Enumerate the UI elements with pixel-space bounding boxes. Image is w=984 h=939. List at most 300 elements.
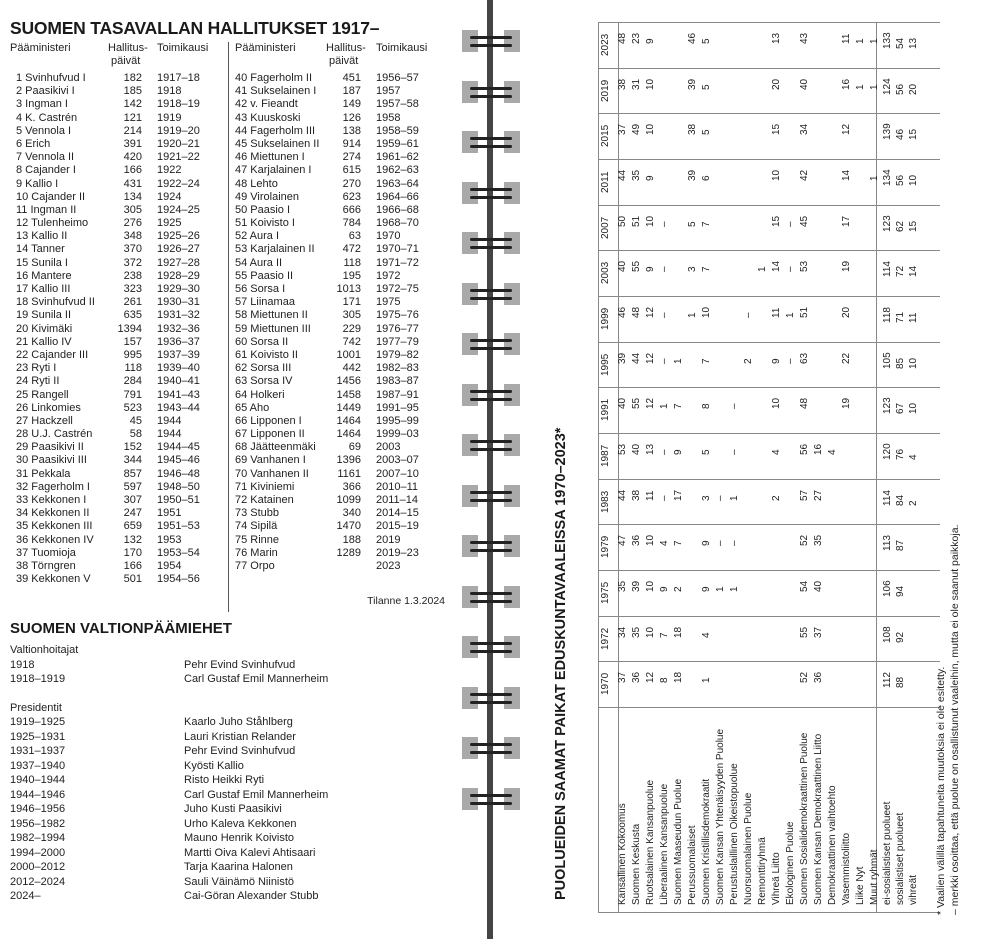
summary-value: 71 [895, 311, 906, 323]
summary-value: 2 [908, 500, 919, 506]
government-name: 43 Kuuskoski [235, 111, 301, 124]
government-term: 1940–41 [157, 375, 200, 388]
seat-value: 47 [617, 535, 628, 547]
government-name: 55 Paasio II [235, 269, 294, 282]
government-name: 6 Erich [16, 137, 51, 150]
government-term: 1971–72 [376, 256, 419, 269]
government-name: 30 Paasikivi III [16, 454, 87, 467]
seat-value: 14 [771, 261, 782, 273]
year-band-line [598, 707, 940, 708]
seat-value: – [659, 312, 670, 318]
party-label: Nuorsuomalainen Puolue [743, 792, 754, 905]
government-name: 64 Holkeri [235, 388, 285, 401]
government-days: 58 [129, 428, 142, 441]
seat-value: 27 [813, 489, 824, 501]
government-days: 118 [124, 362, 142, 375]
header-pm: Pääministeri [235, 42, 296, 54]
government-days: 340 [342, 507, 361, 520]
government-days: 1099 [336, 494, 361, 506]
government-name: 25 Rangell [16, 388, 69, 401]
government-term: 2015–19 [376, 520, 419, 533]
seat-value: 7 [701, 221, 712, 227]
heads-name: Pehr Evind Svinhufvud [184, 745, 296, 757]
year-band-line [598, 250, 940, 251]
year-band-line [598, 570, 940, 571]
government-days: 784 [342, 217, 361, 230]
government-days: 742 [342, 335, 361, 348]
government-days: 229 [342, 322, 361, 335]
seat-value: 17 [673, 489, 684, 501]
seat-value: 2 [673, 586, 684, 592]
heads-name: Mauno Henrik Koivisto [184, 832, 295, 844]
government-term: 1954 [157, 559, 182, 572]
government-name: 48 Lehto [235, 177, 278, 190]
government-term: 1918 [157, 85, 182, 98]
seat-value: 37 [617, 124, 628, 136]
government-days: 118 [343, 256, 361, 269]
seat-value: 63 [799, 352, 810, 364]
footnote: – merkki osoittaa, että puolue on osallistunut vaaleihin, mutta ei ole saanut paikkoja. [949, 524, 961, 915]
summary-value: 4 [908, 454, 919, 460]
seat-value: 46 [617, 306, 628, 318]
seat-value: 1 [729, 586, 740, 592]
seat-value: 11 [645, 490, 656, 501]
government-name: 27 Hackzell [16, 414, 73, 427]
seat-value: 9 [701, 540, 712, 547]
summary-value: 84 [895, 494, 906, 506]
government-days: 666 [342, 203, 361, 216]
government-term: 1919–20 [157, 124, 200, 137]
government-name: 41 Sukselainen I [235, 85, 317, 98]
seat-value: 19 [841, 398, 852, 410]
government-term: 1922–24 [157, 177, 200, 190]
seat-value: 10 [771, 398, 782, 410]
government-term: 1995–99 [376, 414, 419, 427]
government-name: 77 Orpo [235, 559, 275, 572]
seat-value: 9 [659, 586, 670, 592]
government-name: 19 Sunila II [16, 309, 72, 322]
government-name: 24 Ryti II [16, 375, 60, 388]
heads-name: Kaarlo Juho Ståhlberg [184, 716, 293, 728]
government-name: 12 Tulenheimo [16, 217, 89, 230]
heads-years: 1918 [10, 658, 35, 671]
government-name: 70 Vanhanen II [235, 467, 309, 480]
party-label: Ruotsalainen Kansanpuolue [645, 779, 656, 905]
year-label: 1987 [600, 444, 611, 467]
government-term: 1920–21 [157, 137, 200, 150]
government-days: 366 [342, 480, 361, 493]
government-days: 1394 [117, 322, 142, 335]
heads-name: Carl Gustaf Emil Mannerheim [184, 673, 329, 685]
government-days: 195 [342, 269, 361, 282]
government-name: 62 Sorsa III [235, 362, 292, 375]
government-days: 1289 [336, 546, 361, 559]
seat-value: 4 [659, 540, 670, 547]
seat-value: 1 [757, 266, 768, 273]
government-name: 23 Ryti I [16, 362, 57, 375]
seat-value: – [715, 495, 726, 501]
seat-value: 4 [701, 632, 712, 638]
government-name: 34 Kekkonen II [16, 507, 90, 520]
year-label: 1975 [600, 581, 611, 604]
summary-value: 87 [895, 540, 906, 552]
seat-value: 40 [799, 78, 810, 90]
government-days: 138 [342, 124, 361, 137]
government-name: 67 Lipponen II [235, 428, 305, 441]
government-days: 635 [123, 309, 142, 322]
government-term: 1948–50 [157, 480, 200, 493]
year-label: 1983 [600, 490, 611, 513]
government-term: 1956–57 [376, 72, 419, 84]
government-days: 152 [123, 441, 142, 454]
heads-group-label: Presidentit [10, 701, 62, 714]
government-term: 1944 [157, 414, 182, 427]
seat-value: 34 [617, 626, 628, 638]
government-term: 1975 [376, 296, 401, 309]
seat-value: 38 [617, 78, 628, 90]
seat-value: – [659, 495, 670, 501]
government-days: 63 [348, 230, 361, 243]
heads-years: 2000–2012 [10, 861, 66, 873]
party-label: Suomen Maaseudun Puolue [673, 778, 684, 905]
seat-value: 2 [771, 495, 782, 501]
government-term: 1944 [157, 428, 182, 441]
seat-value: 16 [813, 443, 824, 455]
seat-value: 7 [673, 540, 684, 547]
government-days: 305 [123, 203, 142, 216]
summary-value: 10 [908, 357, 919, 369]
government-days: 348 [123, 230, 142, 243]
seat-value: 31 [631, 78, 642, 90]
summary-value: 112 [882, 672, 893, 689]
year-band-line [598, 479, 940, 480]
government-term: 1951 [157, 507, 182, 520]
government-days: 1458 [336, 388, 361, 401]
seat-value: 1 [701, 677, 712, 684]
seat-value: – [729, 449, 740, 455]
government-term: 1953 [157, 533, 182, 546]
seat-value: 39 [687, 169, 698, 181]
seat-value: 10 [645, 626, 656, 638]
seat-value: 10 [645, 124, 656, 136]
seat-value: 52 [799, 535, 810, 547]
seat-value: – [785, 266, 796, 273]
government-term: 1928–29 [157, 269, 200, 282]
summary-value: 108 [882, 625, 893, 643]
heads-years: 2024– [10, 890, 41, 902]
year-band-line [598, 616, 940, 617]
heads-years: 1944–1946 [10, 788, 66, 801]
government-name: 10 Cajander II [16, 190, 86, 203]
seat-value: 38 [631, 489, 642, 501]
seat-value: 40 [617, 261, 628, 273]
heads-years: 1919–1925 [10, 716, 66, 728]
party-label: Vasemmistoliitto [841, 832, 852, 905]
government-term: 1982–83 [376, 362, 419, 375]
seat-value: 9 [645, 266, 656, 273]
heads-years: 1994–2000 [10, 846, 66, 859]
government-term: 1930–31 [157, 296, 200, 309]
government-name: 37 Tuomioja [16, 546, 76, 559]
government-term: 1917–18 [157, 72, 200, 84]
seat-value: 50 [617, 215, 628, 227]
government-term: 1957 [376, 85, 401, 98]
summary-value: 139 [882, 123, 893, 141]
seat-value: 6 [701, 175, 712, 181]
summary-value: 76 [895, 448, 906, 460]
government-term: 1979–82 [376, 348, 419, 361]
government-term: 1950–51 [157, 494, 200, 506]
heads-name: Carl Gustaf Emil Mannerheim [184, 788, 329, 801]
seat-value: 1 [785, 312, 796, 318]
party-label: Kansallinen Kokoomus [617, 803, 628, 905]
year-label: 2023 [600, 33, 611, 56]
government-name: 72 Katainen [235, 494, 294, 506]
summary-value: 114 [882, 261, 893, 278]
summary-value: 67 [895, 403, 906, 415]
government-name: 20 Kivimäki [16, 322, 73, 335]
party-label: Suomen Sosialidemokraattinen Puolue [799, 732, 810, 905]
government-name: 31 Pekkala [16, 467, 71, 480]
summary-value: 56 [895, 174, 906, 186]
year-column-separator [598, 22, 599, 912]
government-term: 1977–79 [376, 335, 419, 348]
government-name: 44 Fagerholm III [235, 124, 316, 137]
summary-label: ei-sosialistiset puolueet [882, 801, 893, 905]
seat-value: 12 [645, 352, 656, 364]
summary-value: 54 [895, 37, 906, 49]
government-days: 182 [123, 72, 142, 84]
government-term: 1921–22 [157, 151, 200, 164]
seat-value: 39 [631, 580, 642, 592]
government-name: 11 Ingman II [16, 203, 77, 216]
seat-value: 12 [645, 398, 656, 410]
government-days: 1001 [336, 348, 361, 361]
seat-value: 10 [645, 580, 656, 592]
government-days: 857 [123, 467, 142, 480]
summary-label: vihreät [908, 874, 919, 905]
heads-name: Tarja Kaarina Halonen [184, 861, 293, 873]
government-days: 126 [342, 111, 361, 124]
seat-value: 45 [799, 215, 810, 227]
summary-value: 88 [895, 677, 906, 689]
seat-value: 10 [645, 215, 656, 227]
party-label: Demokraattinen vaihtoehto [827, 785, 838, 905]
government-term: 1959–61 [376, 137, 419, 150]
party-label: Liberaalinen Kansanpuolue [659, 783, 670, 905]
seat-value: 5 [701, 84, 712, 90]
seat-value: 37 [617, 672, 628, 684]
government-name: 63 Sorsa IV [235, 375, 293, 388]
government-name: 7 Vennola II [16, 151, 75, 164]
government-term: 1925–26 [157, 230, 200, 243]
government-days: 472 [342, 243, 361, 256]
government-days: 214 [123, 124, 142, 137]
seat-value: 10 [645, 535, 656, 547]
seat-value: 10 [701, 306, 712, 318]
seat-value: – [659, 221, 670, 227]
seat-value: 8 [701, 403, 712, 410]
government-name: 74 Sipilä [235, 520, 278, 533]
government-term: 2023 [376, 559, 401, 572]
seat-value: 10 [645, 78, 656, 90]
government-name: 51 Koivisto I [235, 217, 295, 230]
seat-value: 14 [841, 169, 852, 181]
seat-value: 7 [701, 266, 712, 273]
footnote: * Vaalien välillä tapahtuneita muutoksia ei ole esitetty. [935, 666, 947, 915]
seat-value: 1 [869, 175, 880, 181]
summary-value: 11 [908, 312, 919, 323]
heads-of-state-title: SUOMEN VALTIONPÄÄMIEHET [10, 620, 232, 637]
seat-value: 35 [617, 580, 628, 592]
seat-value: 20 [771, 78, 782, 90]
seat-value: 55 [631, 398, 642, 410]
heads-years: 1937–1940 [10, 759, 66, 772]
heads-name: Lauri Kristian Relander [184, 730, 296, 743]
seat-value: 40 [631, 443, 642, 455]
government-name: 42 v. Fieandt [235, 98, 298, 111]
header-pm: Pääministeri [10, 42, 71, 54]
summary-value: 46 [895, 129, 906, 141]
summary-value: 15 [908, 220, 919, 232]
heads-years: 1931–1937 [10, 745, 66, 757]
seat-value: 15 [771, 124, 782, 136]
year-band-line [598, 159, 940, 160]
government-term: 1966–68 [376, 203, 419, 216]
government-days: 1456 [336, 375, 361, 388]
summary-value: 123 [882, 397, 893, 415]
seat-value: 12 [645, 672, 656, 684]
seat-value: 51 [799, 306, 810, 318]
government-name: 47 Karjalainen I [235, 164, 312, 177]
government-name: 46 Miettunen I [235, 151, 305, 164]
government-name: 75 Rinne [235, 533, 280, 546]
government-days: 166 [123, 164, 142, 177]
summary-value: 134 [882, 169, 893, 186]
government-term: 1999–03 [376, 428, 419, 441]
government-days: 1470 [336, 520, 361, 533]
header-days: Hallitus- päivät [326, 42, 366, 68]
year-label: 2003 [600, 262, 611, 285]
government-name: 32 Fagerholm I [16, 480, 90, 493]
government-name: 5 Vennola I [16, 124, 72, 137]
seat-value: 12 [645, 306, 656, 318]
seat-value: 5 [701, 129, 712, 136]
seat-value: 5 [687, 221, 698, 227]
government-term: 1991–95 [376, 401, 419, 414]
government-term: 1943–44 [157, 401, 200, 414]
heads-years: 1946–1956 [10, 803, 66, 815]
party-label: Ekologinen Puolue [785, 821, 796, 905]
seat-value: 1 [659, 403, 670, 410]
seat-value: 35 [631, 626, 642, 638]
summary-value: 124 [882, 77, 893, 95]
government-days: 261 [123, 296, 142, 309]
seat-value: 44 [617, 489, 628, 501]
seat-value: 1 [715, 586, 726, 592]
government-name: 33 Kekkonen I [16, 494, 87, 506]
party-label: Vihreä Liitto [771, 852, 782, 905]
government-name: 66 Lipponen I [235, 414, 302, 427]
seat-value: 5 [701, 449, 712, 455]
government-name: 8 Cajander I [16, 164, 76, 177]
seat-value: 17 [841, 215, 852, 227]
government-days: 391 [123, 137, 142, 150]
government-days: 370 [123, 243, 142, 256]
government-name: 4 K. Castrén [16, 111, 78, 124]
government-name: 71 Kiviniemi [235, 480, 295, 493]
government-days: 914 [342, 137, 361, 150]
government-days: 171 [342, 296, 361, 309]
summary-value: 92 [895, 631, 906, 643]
seat-value: – [729, 540, 740, 547]
heads-name: Pehr Evind Svinhufvud [184, 658, 296, 671]
government-days: 247 [123, 507, 142, 520]
government-name: 76 Marin [235, 546, 278, 559]
government-name: 45 Sukselainen II [235, 137, 320, 150]
seat-value: 40 [617, 398, 628, 410]
government-term: 2011–14 [376, 494, 419, 506]
year-band-line [598, 524, 940, 525]
year-band-line [598, 205, 940, 206]
governments-title: SUOMEN TASAVALLAN HALLITUKSET 1917– [10, 18, 380, 38]
seat-value: 55 [799, 626, 810, 638]
summary-value: 10 [908, 174, 919, 186]
year-band-line [598, 113, 940, 114]
government-days: 170 [123, 546, 142, 559]
government-days: 134 [123, 190, 142, 203]
heads-name: Martti Oiva Kalevi Ahtisaari [184, 846, 316, 859]
seat-value: 11 [771, 307, 782, 318]
summary-value: 120 [882, 443, 893, 460]
seat-value: 36 [813, 672, 824, 684]
government-term: 1958 [376, 111, 401, 124]
party-label: Suomen Kristillisdemokraatit [701, 778, 712, 905]
seat-value: 1 [687, 312, 698, 318]
seat-value: 3 [687, 266, 698, 273]
government-term: 1925 [157, 217, 182, 230]
government-term: 1922 [157, 164, 182, 177]
government-name: 54 Aura II [235, 256, 283, 269]
government-term: 1936–37 [157, 335, 200, 348]
seat-value: 39 [617, 352, 628, 364]
seat-value: 54 [799, 580, 810, 592]
header-term: Toimikausi [157, 42, 209, 54]
government-days: 305 [342, 309, 361, 322]
seat-value: 1 [869, 84, 880, 90]
year-band-line [598, 433, 940, 434]
seat-value: – [659, 449, 670, 455]
government-term: 2007–10 [376, 467, 419, 480]
government-term: 1987–91 [376, 388, 419, 401]
summary-value: 94 [895, 585, 906, 597]
year-label: 1991 [600, 399, 611, 422]
summary-value: 56 [895, 83, 906, 95]
table-border-bottom [598, 912, 940, 913]
government-days: 431 [123, 177, 142, 190]
government-days: 597 [123, 480, 142, 493]
government-days: 187 [342, 85, 361, 98]
government-term: 1951–53 [157, 520, 200, 533]
year-label: 1970 [600, 673, 611, 696]
seat-value: 57 [799, 489, 810, 501]
seat-value: 1 [855, 84, 866, 90]
heads-years: 1956–1982 [10, 817, 66, 830]
government-name: 21 Kallio IV [16, 335, 72, 348]
seat-value: 52 [799, 672, 810, 684]
seat-value: 37 [813, 626, 824, 638]
government-days: 1464 [336, 414, 361, 427]
